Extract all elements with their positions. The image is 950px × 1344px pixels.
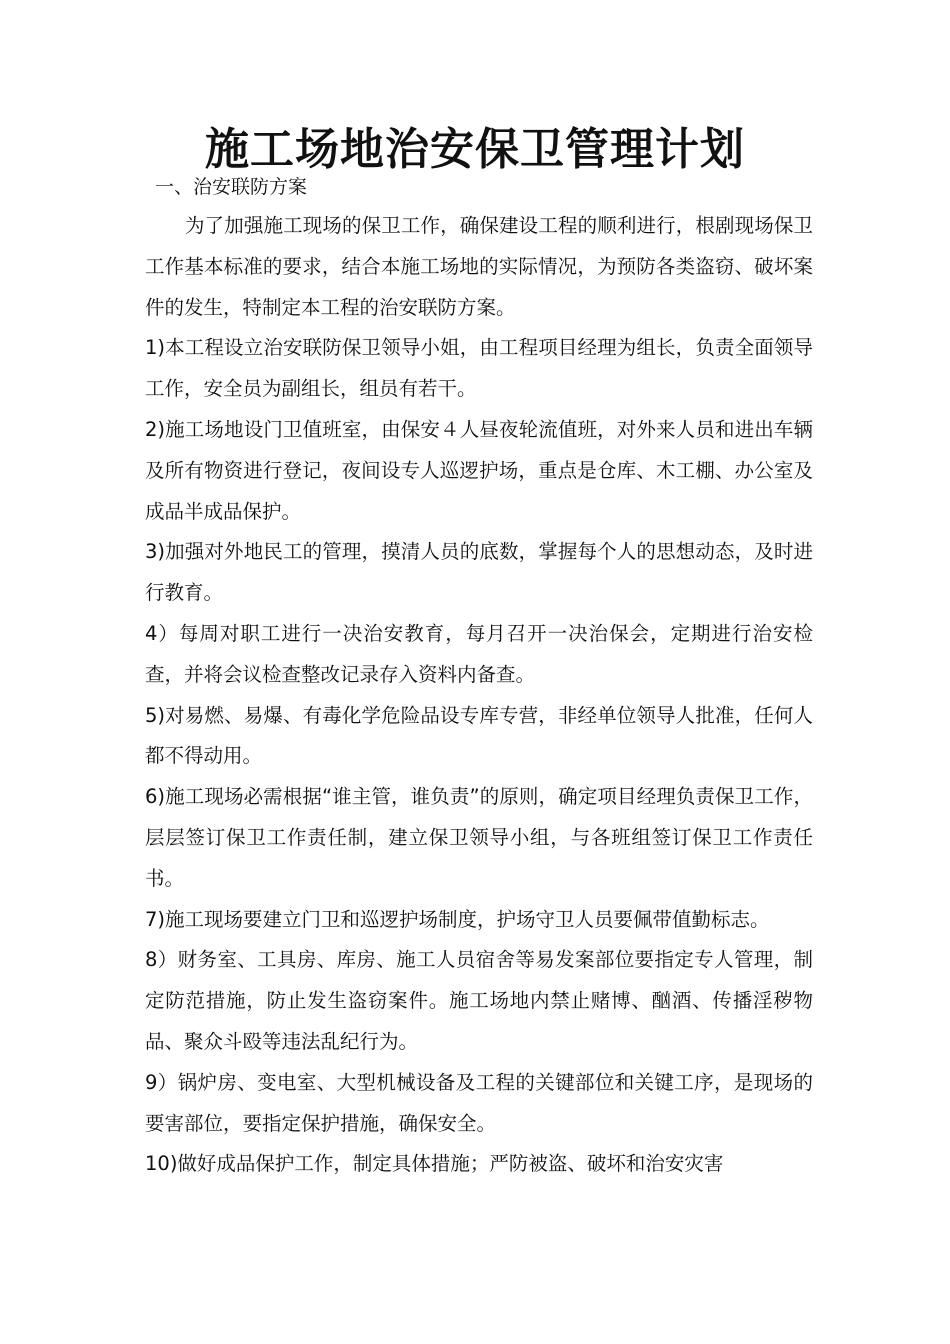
paragraph-item-2: 2)施工场地设门卫值班室，由保安４人昼夜轮流值班，对外来人员和进出车辆及所有物资进行登记，夜间设专人巡逻护场，重点是仓库、木工棚、办公室及成品半成品保护。 — [145, 417, 813, 523]
paragraph-item-4: 4）每周对职工进行一决治安教育，每月召开一决治保会，定期进行治安检查，并将会议检查整改记录存入资料内备查。 — [145, 621, 813, 686]
paragraph-item-8: 8）财务室、工具房、库房、施工人员宿舍等易发案部位要指定专人管理，制定防范措施，防止发生盗窃案件。施工场地内禁止赌博、酗酒、传播淫秽物品、聚众斗殴等违法乱纪行为。 — [145, 948, 813, 1053]
paragraph-item-6: 6)施工现场必需根据“谁主管，谁负责”的原则，确定项目经理负责保卫工作，层层签订保卫工作责任制，建立保卫领导小组，与各班组签订保卫工作责任书。 — [145, 785, 813, 890]
paragraph-intro: 为了加强施工现场的保卫工作，确保建设工程的顺利进行，根剧现场保卫工作基本标准的要求，结合本施工场地的实际情况，为预防各类盗窃、破坏案件的发生，特制定本工程的治安联防方案。 — [145, 214, 813, 319]
paragraph-item-1: 1)本工程设立治安联防保卫领导小姐，由工程项目经理为组长，负责全面领导工作，安全员为副组长，组员有若干。 — [145, 336, 813, 401]
paragraph-item-3: 3)加强对外地民工的管理，摸清人员的底数，掌握每个人的思想动态，及时进行教育。 — [145, 540, 813, 605]
paragraph-item-9: 9）锅炉房、变电室、大型机械设备及工程的关键部位和关键工序，是现场的要害部位，要指定保护措施，确保安全。 — [145, 1070, 813, 1135]
paragraph-item-10: 10)做好成品保护工作，制定具体措施；严防被盗、破坏和治安灾害 — [145, 1152, 724, 1176]
document-title: 施工场地治安保卫管理计划 — [205, 124, 745, 175]
section-heading: 一、治安联防方案 — [155, 176, 308, 198]
document-body — [145, 206, 813, 1185]
paragraph-item-5: 5)对易燃、易爆、有毒化学危险品设专库专营，非经单位领导人批准，任何人都不得动用。 — [145, 703, 813, 768]
paragraph-item-7: 7)施工现场要建立门卫和巡逻护场制度，护场守卫人员要佩带值勤标志。 — [145, 907, 770, 931]
